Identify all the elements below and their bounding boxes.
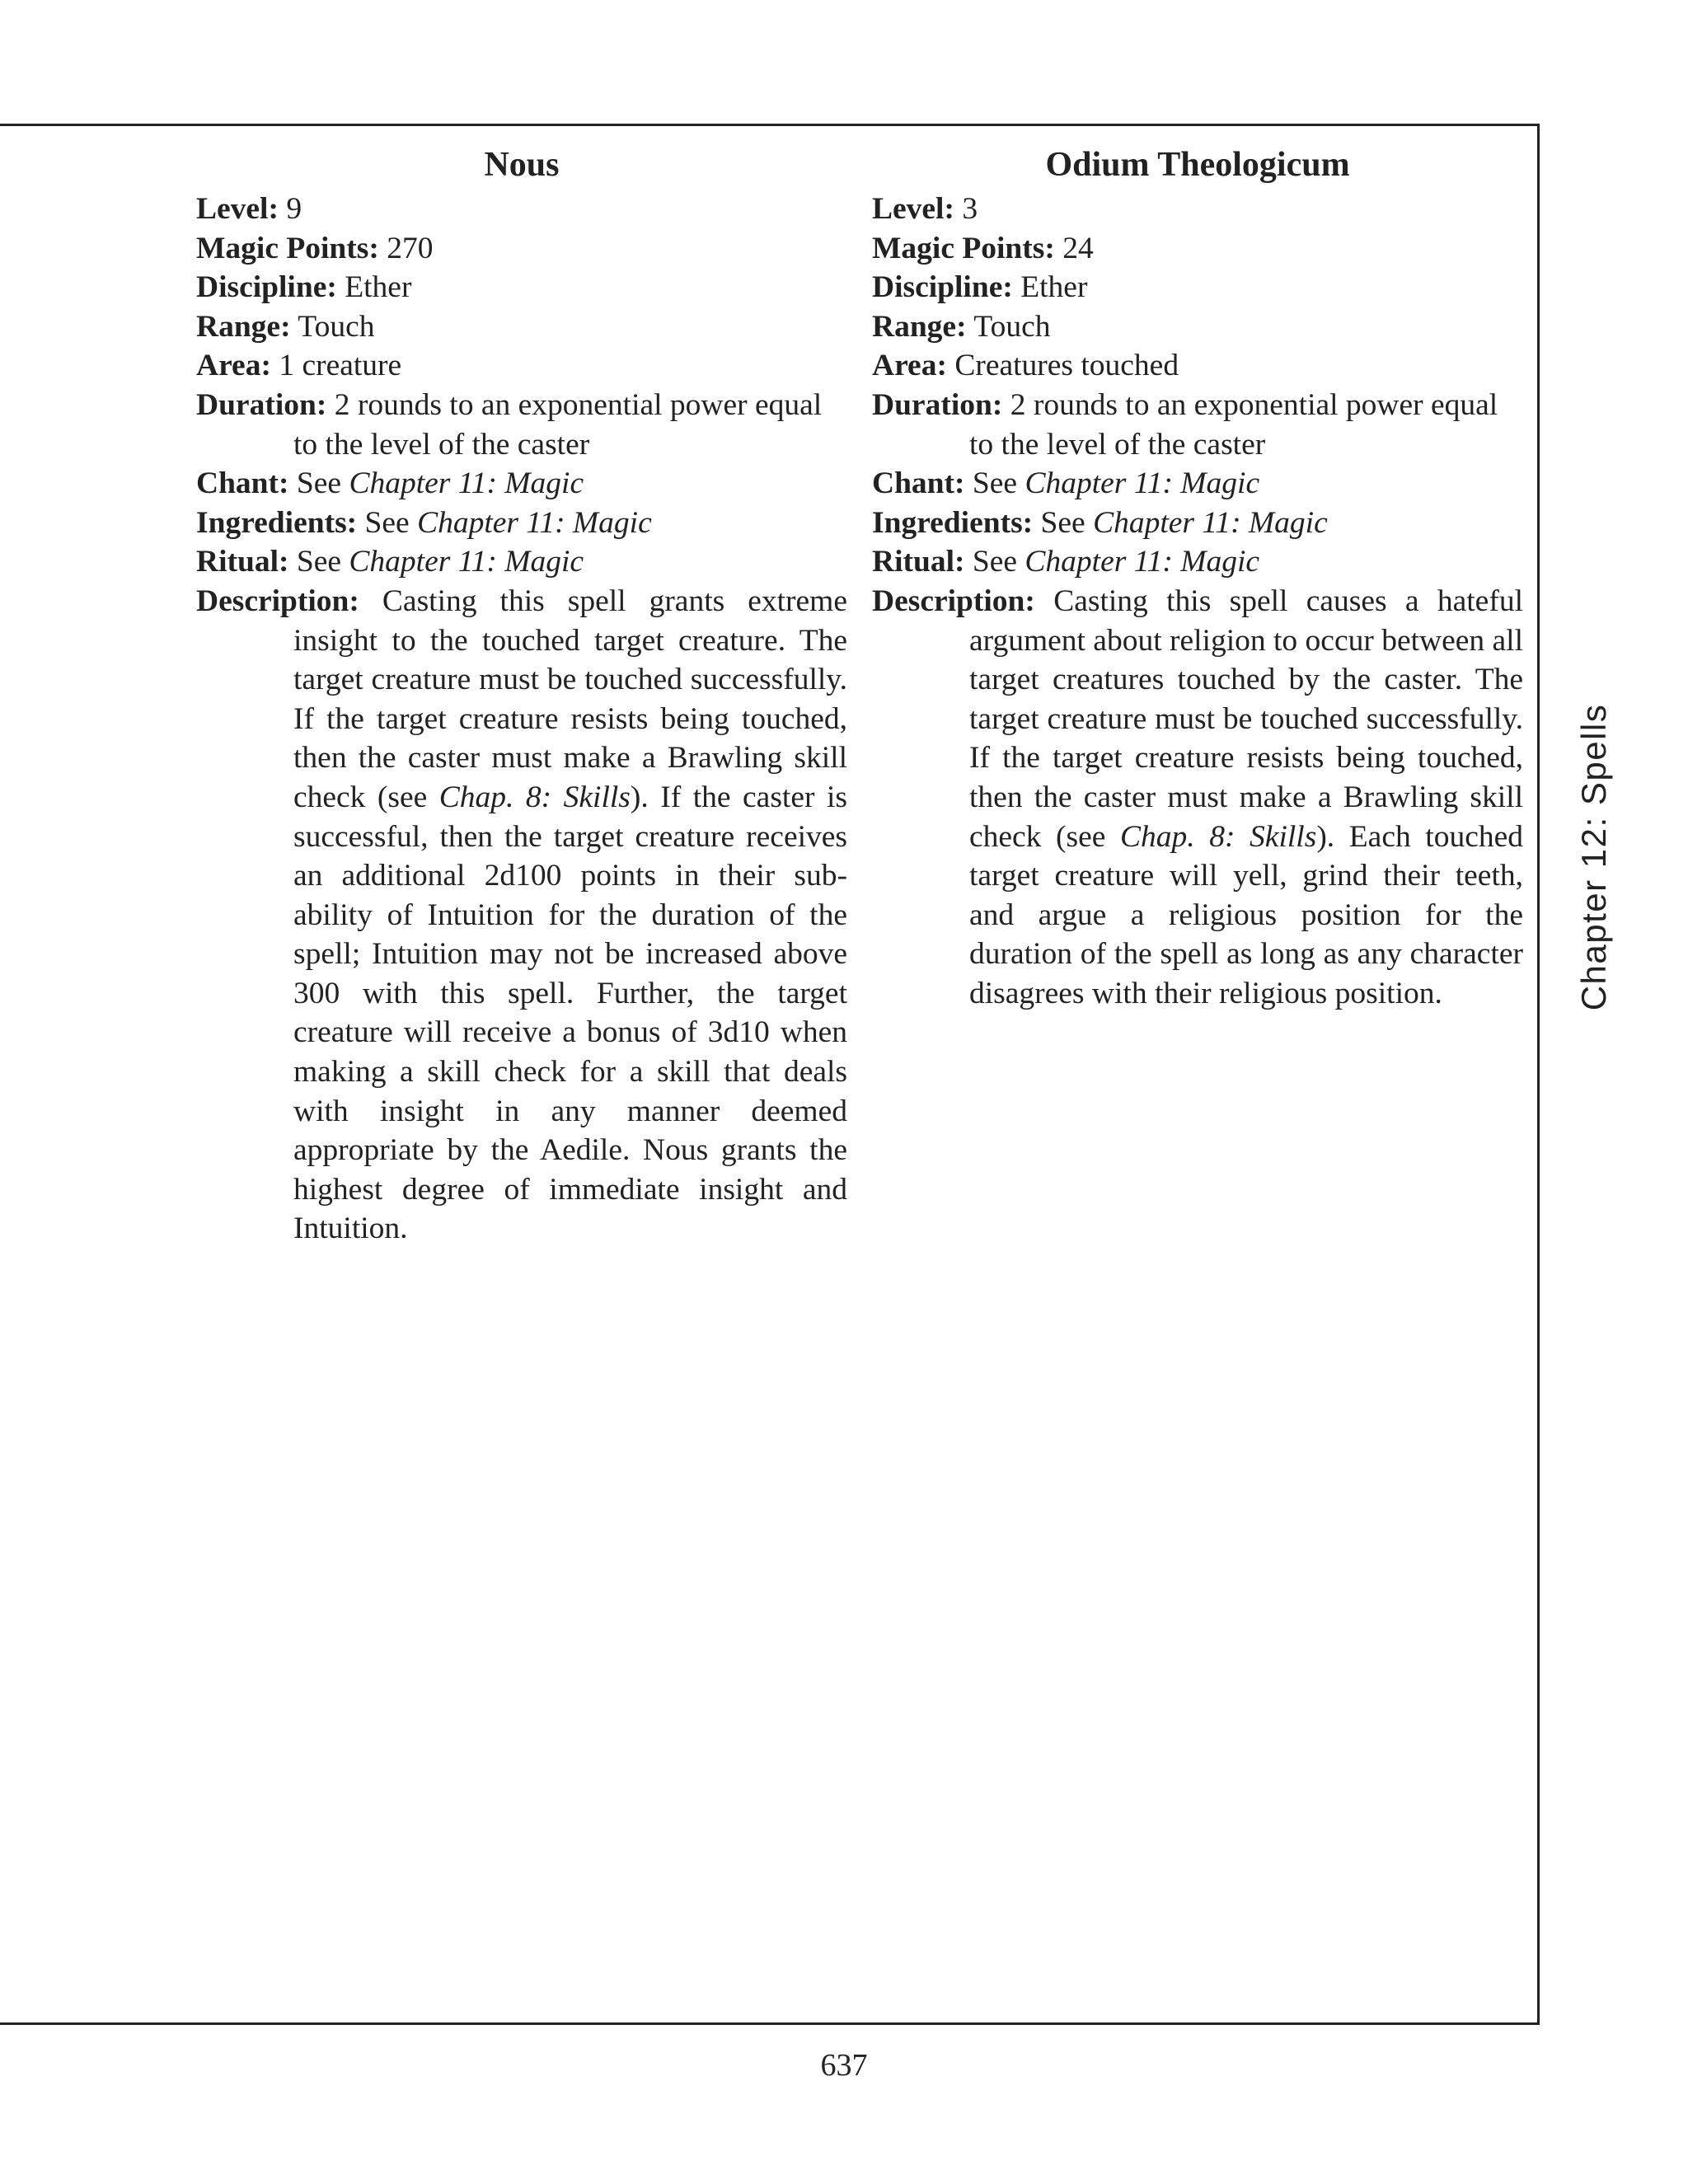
page-number: 637: [820, 2048, 868, 2083]
range-value: Touch: [966, 309, 1051, 344]
description-text-continued: ). If the caster is successful, then the target creature receives an additional 2d100 points in their sub-ability of Intuition for the duration of the spell; Intuition may not be increased above 300 with this spell. Further, the target creature will receive a bonus of 3d10 when making a skill check for a skill that deals with insight in any manner deemed appropriate by the Aedile. Nous grants the highest degree of immediate insight and Intuition.: [293, 780, 847, 1246]
duration-value: 2 rounds to an exponential power equal to the level of the caster: [293, 387, 823, 462]
ritual-reference: Chapter 11: Magic: [1025, 545, 1260, 579]
description-reference: Chap. 8: Skills: [1120, 819, 1317, 854]
magic-points-line: [872, 229, 1523, 269]
ingredients-prefix: See: [357, 505, 418, 540]
spell-entry-odium-theologicum: [872, 142, 1523, 1013]
discipline-label: Discipline:: [196, 270, 337, 305]
area-label: Area:: [872, 349, 947, 383]
ingredients-label: Ingredients:: [196, 505, 358, 540]
level-value: 3: [954, 192, 978, 226]
description-text-continued: ). Each touched target creature will yell, grind their teeth, and argue a religious position for the duration of the spell as long as any character disagrees with their religious position.: [969, 819, 1524, 1010]
level-line: [196, 190, 847, 229]
area-line: [196, 346, 847, 386]
range-line: [872, 307, 1523, 347]
magic-points-value: 270: [378, 231, 434, 265]
magic-points-value: 24: [1054, 231, 1094, 265]
magic-points-line: [196, 229, 847, 269]
description-text: Casting this spell grants extreme insight to the touched target creature. The target creature must be touched successfully. If the target creature resists being touched, then the caster must make a Brawling skill check (see: [293, 583, 847, 814]
level-label: Level:: [872, 192, 954, 226]
ingredients-reference: Chapter 11: Magic: [417, 505, 652, 540]
area-value: Creatures touched: [946, 349, 1179, 383]
description-line: [196, 582, 847, 1249]
ingredients-reference: Chapter 11: Magic: [1093, 505, 1328, 540]
duration-label: Duration:: [872, 387, 1003, 422]
level-value: 9: [278, 192, 302, 226]
spell-title: Odium Theologicum: [1045, 146, 1350, 184]
description-label: Description:: [196, 583, 359, 618]
discipline-label: Discipline:: [872, 270, 1013, 305]
magic-points-label: Magic Points:: [872, 231, 1055, 265]
area-label: Area:: [196, 349, 271, 383]
ingredients-line: [196, 504, 847, 543]
description-text: Casting this spell causes a hateful argument about religion to occur between all target creatures touched by the caster. The target creature must be touched successfully. If the target creature resists being touched, then the caster must make a Brawling skill check (see: [969, 583, 1523, 854]
ingredients-label: Ingredients:: [872, 505, 1034, 540]
chant-prefix: See: [964, 466, 1025, 501]
chant-label: Chant:: [196, 466, 289, 501]
description-line: [872, 582, 1523, 1014]
duration-label: Duration:: [196, 387, 327, 422]
ritual-prefix: See: [288, 545, 349, 579]
magic-points-label: Magic Points:: [196, 231, 379, 265]
ritual-line: [872, 542, 1523, 582]
duration-line: [196, 386, 847, 464]
chant-reference: Chapter 11: Magic: [349, 466, 584, 501]
ritual-label: Ritual:: [872, 545, 965, 579]
ritual-line: [196, 542, 847, 582]
chant-prefix: See: [288, 466, 349, 501]
spell-entry-nous: [196, 142, 847, 1249]
area-value: 1 creature: [270, 349, 402, 383]
area-line: [872, 346, 1523, 386]
duration-line: [872, 386, 1523, 464]
range-value: Touch: [290, 309, 375, 344]
ingredients-line: [872, 504, 1523, 543]
description-label: Description:: [872, 583, 1035, 618]
ritual-label: Ritual:: [196, 545, 289, 579]
ritual-prefix: See: [964, 545, 1025, 579]
range-label: Range:: [196, 309, 291, 344]
range-line: [196, 307, 847, 347]
ingredients-prefix: See: [1033, 505, 1094, 540]
chant-reference: Chapter 11: Magic: [1025, 466, 1260, 501]
chant-line: [872, 464, 1523, 504]
ritual-reference: Chapter 11: Magic: [349, 545, 584, 579]
chapter-side-label: Chapter 12: Spells: [1574, 703, 1613, 1011]
description-reference: Chap. 8: Skills: [438, 780, 631, 814]
discipline-line: [872, 268, 1523, 307]
discipline-line: [196, 268, 847, 307]
level-label: Level:: [196, 192, 279, 226]
chant-line: [196, 464, 847, 504]
discipline-value: Ether: [1012, 270, 1088, 305]
range-label: Range:: [872, 309, 967, 344]
discipline-value: Ether: [336, 270, 412, 305]
level-line: [872, 190, 1523, 229]
chant-label: Chant:: [872, 466, 965, 501]
duration-value: 2 rounds to an exponential power equal to the level of the caster: [969, 387, 1498, 462]
spell-title: Nous: [484, 146, 560, 184]
